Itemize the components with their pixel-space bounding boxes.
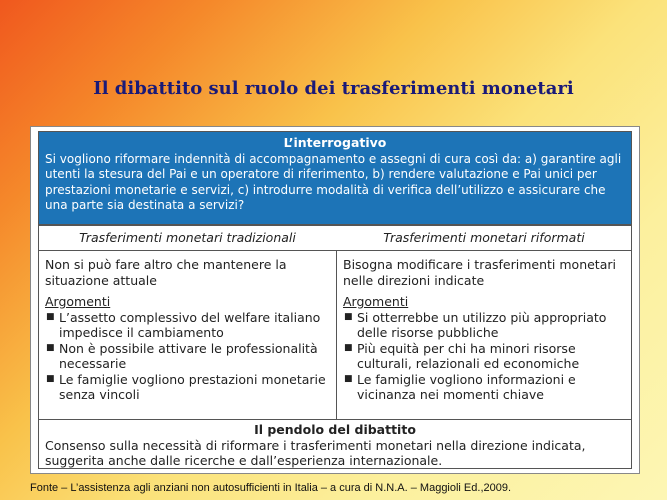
column-reformed [337,251,631,419]
column-intro: Non si può fare altro che mantenere la situazione attuale [45,257,287,288]
question-box [39,132,631,226]
column-intro: Bisogna modificare i trasferimenti monetari nelle direzioni indicate [343,257,616,288]
column-headers [39,226,631,251]
argument-item: ■ Non è possibile attivare le professionalità necessarie [45,341,330,372]
column-traditional [39,251,337,419]
debate-table [38,131,632,469]
argument-item: ■ Più equità per chi ha minori risorse culturali, relazionali ed economiche [343,341,625,372]
argument-item: ■ Si otterrebbe un utilizzo più appropriato delle risorse pubbliche [343,310,625,341]
arguments-label: Argomenti [343,294,409,309]
question-text: Si vogliono riformare indennità di accompagnamento e assegni di cura così da: a) garantire agli utenti la stesura del Pai e un operatore di riferimento, b) rendere valutazione e Pai unici per prestazioni monetarie e servizi, c) introdurre modalità di verifica dell’utilizzo e assicurare che una parte sia destinata a servizi? [45,151,622,212]
debate-table-panel [30,126,640,474]
argument-item: ■ L’assetto complessivo del welfare italiano impedisce il cambiamento [45,310,330,341]
arguments-label: Argomenti [45,294,111,309]
argument-item: ■ Le famiglie vogliono informazioni e vicinanza nei momenti chiave [343,372,625,403]
pendolo-heading: Il pendolo del dibattito [254,422,416,437]
pendolo-text: Consenso sulla necessità di riformare i trasferimenti monetari nella direzione indicata, suggerita anche dalle ricerche e dall’esperienza internazionale. [45,437,586,468]
slide-title: Il dibattito sul ruolo dei trasferimenti monetari [93,78,574,99]
column-header-traditional: Trasferimenti monetari tradizionali [79,230,296,245]
question-heading: L’interrogativo [283,135,387,150]
column-header-reformed: Trasferimenti monetari riformati [383,230,585,245]
argument-item: ■ Le famiglie vogliono prestazioni monetarie senza vincoli [45,372,330,403]
pendolo-box [39,419,631,469]
source-caption: Fonte – L’assistenza agli anziani non autosufficienti in Italia – a cura di N.N.A. – Maggioli Ed.,2009. [30,482,512,494]
